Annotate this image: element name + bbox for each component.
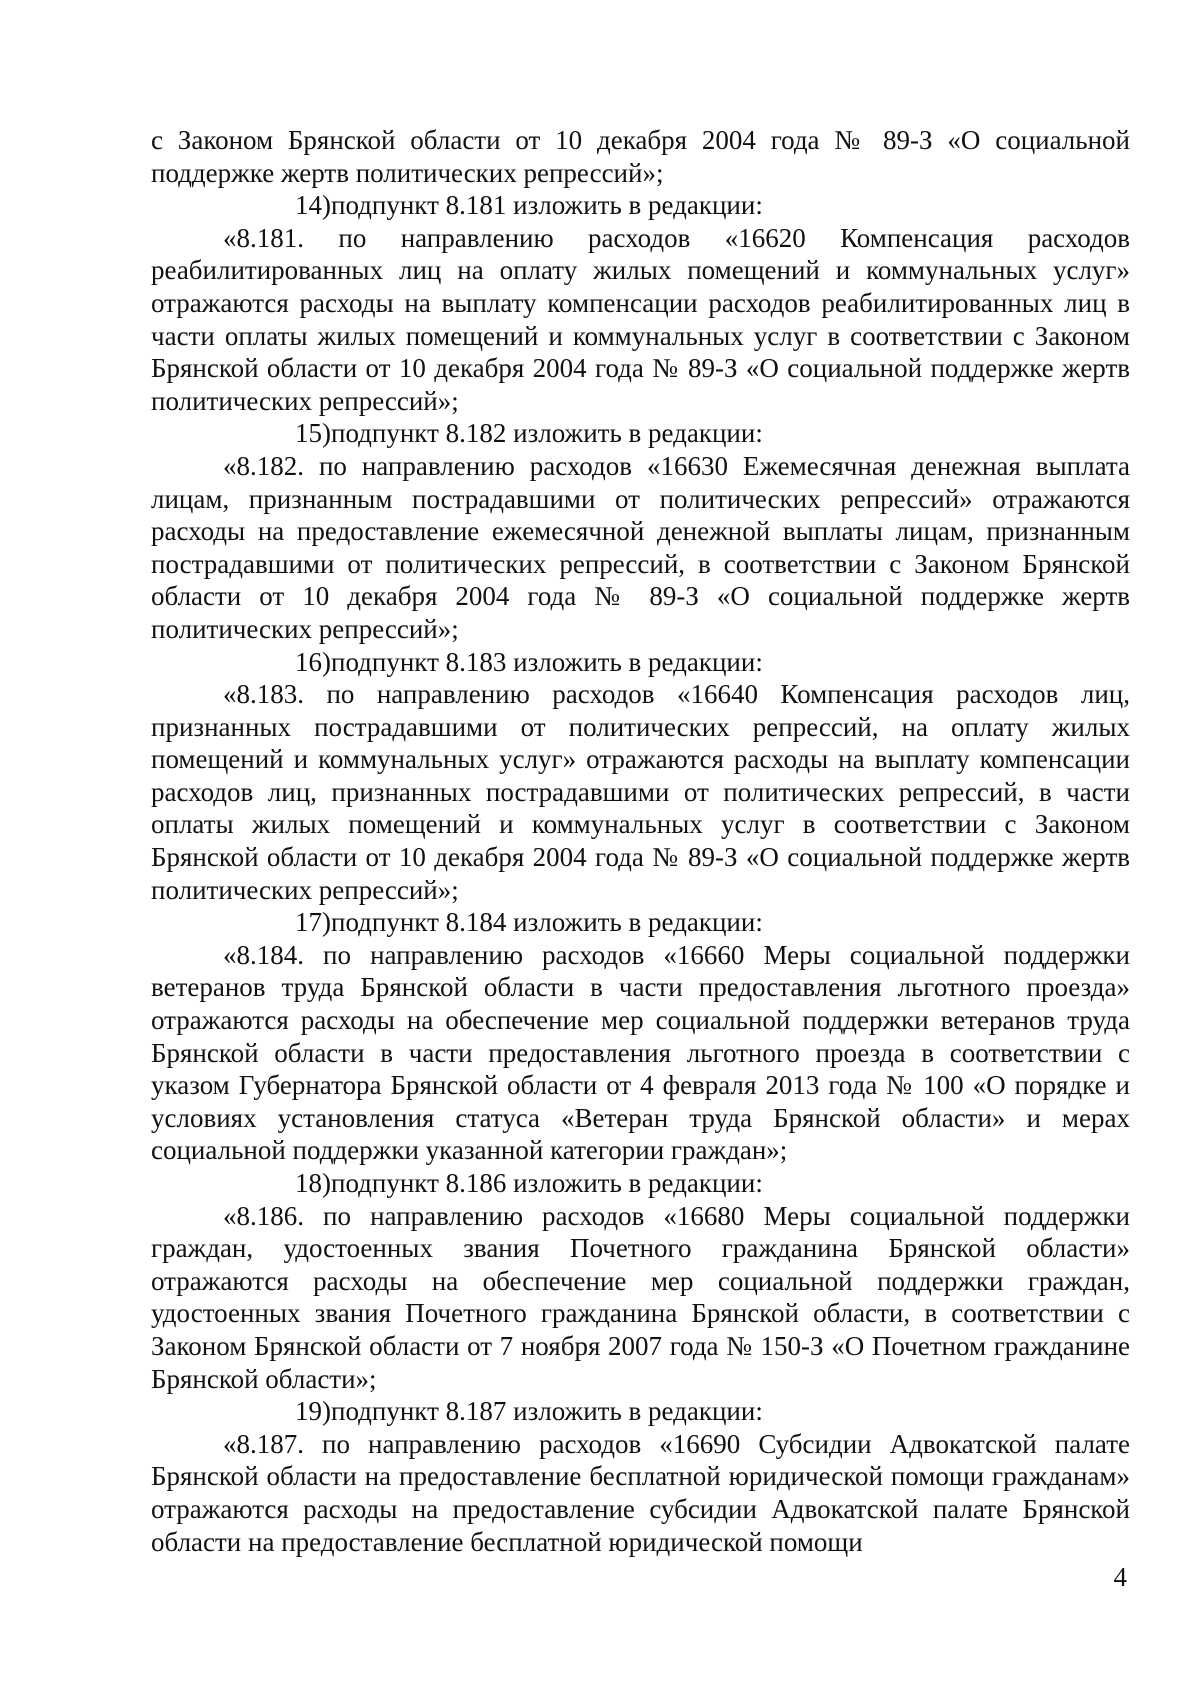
item-text-14: «8.181. по направлению расходов «16620 Компенсация расходов реабилитированных лиц на оплату жилых помещений и коммунальных услуг» отражаются расходы на выплату компенсации расходов реабилитированных лиц в части оплаты жилых помещений и коммунальных услуг в соответствии с Законом Брянской области от 10 декабря 2004 года № 89-З «О социальной поддержке жертв политических репрессий»; bbox=[151, 222, 1130, 416]
item-heading-18 bbox=[151, 1167, 1130, 1200]
document-body bbox=[151, 124, 1130, 1558]
item-text-15: «8.182. по направлению расходов «16630 Ежемесячная денежная выплата лицам, признанным пострадавшими от политических репрессий» отражаются расходы на предоставление ежемесячной денежной выплаты лицам, признанным пострадавшими от политических репрессий, в соответствии с Законом Брянской области от 10 декабря 2004 года № 89-З «О социальной поддержке жертв политических репрессий»; bbox=[151, 450, 1130, 644]
item-number-15: 15) bbox=[295, 418, 331, 449]
item-heading-text-19: подпункт 8.187 изложить в редакции: bbox=[331, 1396, 763, 1427]
item-heading-17 bbox=[151, 906, 1130, 939]
item-heading-text-14: подпункт 8.181 изложить в редакции: bbox=[331, 190, 763, 221]
item-heading-text-17: подпункт 8.184 изложить в редакции: bbox=[331, 907, 763, 938]
page-number: 4 bbox=[1113, 1562, 1127, 1592]
item-number-18: 18) bbox=[295, 1168, 331, 1198]
item-text-18: «8.186. по направлению расходов «16680 Меры социальной поддержки граждан, удостоенных звания Почетного гражданина Брянской области» отражаются расходы на обеспечение мер социальной поддержки граждан, удостоенных звания Почетного гражданина Брянской области, в соответствии с Законом Брянской области от 7 ноября 2007 года № 150-З «О Почетном гражданине Брянской области»; bbox=[151, 1200, 1130, 1394]
item-heading-19 bbox=[151, 1395, 1130, 1428]
opening-fragment: с Законом Брянской области от 10 декабря 2004 года № 89-З «О социальной поддержке жертв политических репрессий»; bbox=[151, 125, 1130, 188]
item-text-16: «8.183. по направлению расходов «16640 Компенсация расходов лиц, признанных пострадавшими от политических репрессий, на оплату жилых помещений и коммунальных услуг» отражаются расходы на выплату компенсации расходов лиц, признанных пострадавшими от политических репрессий, в части оплаты жилых помещений и коммунальных услуг в соответствии с Законом Брянской области от 10 декабря 2004 года № 89-З «О социальной поддержке жертв политических репрессий»; bbox=[151, 679, 1130, 905]
item-heading-text-15: подпункт 8.182 изложить в редакции: bbox=[331, 418, 763, 449]
item-number-14: 14) bbox=[295, 190, 331, 221]
item-text-17: «8.184. по направлению расходов «16660 Меры социальной поддержки ветеранов труда Брянской области в части предоставления льготного проезда» отражаются расходы на обеспечение мер социальной поддержки ветеранов труда Брянской области в части предоставления льготного проезда в соответствии с указом Губернатора Брянской области от 4 февраля 2013 года № 100 «О порядке и условиях установления статуса «Ветеран труда Брянской области» и мерах социальной поддержки указанной категории граждан»; bbox=[151, 939, 1130, 1166]
item-heading-14 bbox=[151, 189, 1130, 222]
item-text-19: «8.187. по направлению расходов «16690 Субсидии Адвокатской палате Брянской области на предоставление бесплатной юридической помощи гражданам» отражаются расходы на предоставление субсидии Адвокатской палате Брянской области на предоставление бесплатной юридической помощи bbox=[151, 1428, 1130, 1557]
item-number-17: 17) bbox=[295, 907, 331, 938]
item-heading-15 bbox=[151, 417, 1130, 450]
item-heading-text-18: подпункт 8.186 изложить в редакции: bbox=[331, 1168, 763, 1198]
item-heading-text-16: подпункт 8.183 изложить в редакции: bbox=[331, 646, 763, 677]
item-heading-16 bbox=[151, 646, 1130, 679]
item-number-16: 16) bbox=[295, 646, 331, 677]
item-number-19: 19) bbox=[295, 1396, 331, 1427]
